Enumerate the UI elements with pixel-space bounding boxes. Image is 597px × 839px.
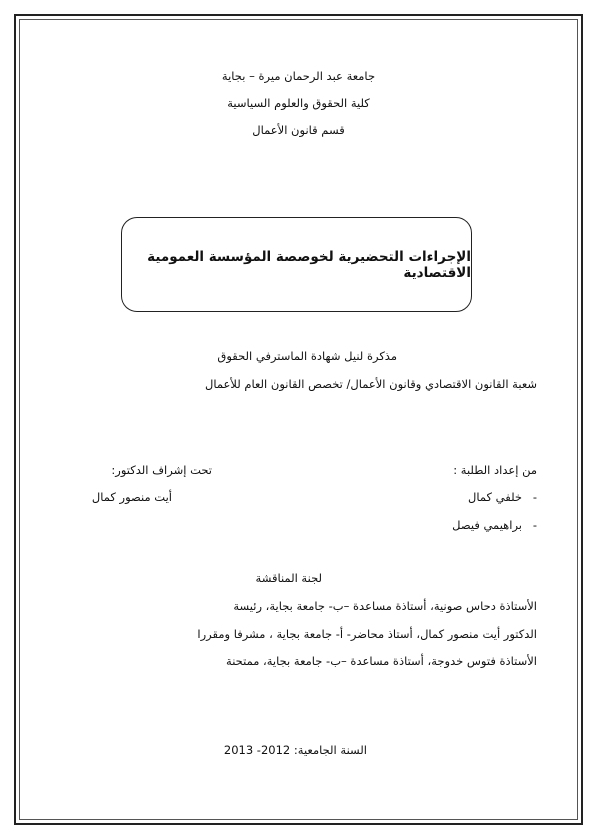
department-name: قسم قانون الأعمال <box>252 123 345 137</box>
page-border-inner <box>19 19 578 820</box>
thesis-title: الإجراءات التحضيرية لخوصصة المؤسسة العمومية الاقتصادية <box>147 248 471 281</box>
student-bullet-1: - <box>532 490 537 504</box>
title-box <box>121 217 472 312</box>
students-label: من إعداد الطلبة : <box>453 463 537 477</box>
memo-line-2: شعبة القانون الاقتصادي وقانون الأعمال/ تخصص القانون العام للأعمال <box>204 377 537 391</box>
committee-label: لجنة المناقشة <box>255 571 322 585</box>
committee-member-1: الأستاذة دحاس صونية، أستاذة مساعدة –ب- جامعة بجاية، رئيسة <box>233 599 537 613</box>
committee-member-2: الدكتور أيت منصور كمال، أستاذ محاضر- أ- جامعة بجاية ، مشرفا ومقررا <box>197 627 537 641</box>
student-name-2: براهيمي فيصل <box>452 518 522 532</box>
student-bullet-2: - <box>532 518 537 532</box>
faculty-name: كلية الحقوق والعلوم السياسية <box>227 96 370 110</box>
memo-line-1: مذكرة لنيل شهادة الماسترفي الحقوق <box>217 349 397 363</box>
academic-year: السنة الجامعية: 2012- 2013 <box>223 743 367 757</box>
committee-member-3: الأستاذة فتوس خدوجة، أستاذة مساعدة –ب- جامعة بجاية، ممتحنة <box>226 654 537 668</box>
supervisor-name: أيت منصور كمال <box>91 490 172 504</box>
university-name: جامعة عبد الرحمان ميرة – بجاية <box>221 69 376 83</box>
student-name-1: خلفي كمال <box>468 490 522 504</box>
supervisor-label: تحت إشراف الدكتور: <box>111 463 212 477</box>
